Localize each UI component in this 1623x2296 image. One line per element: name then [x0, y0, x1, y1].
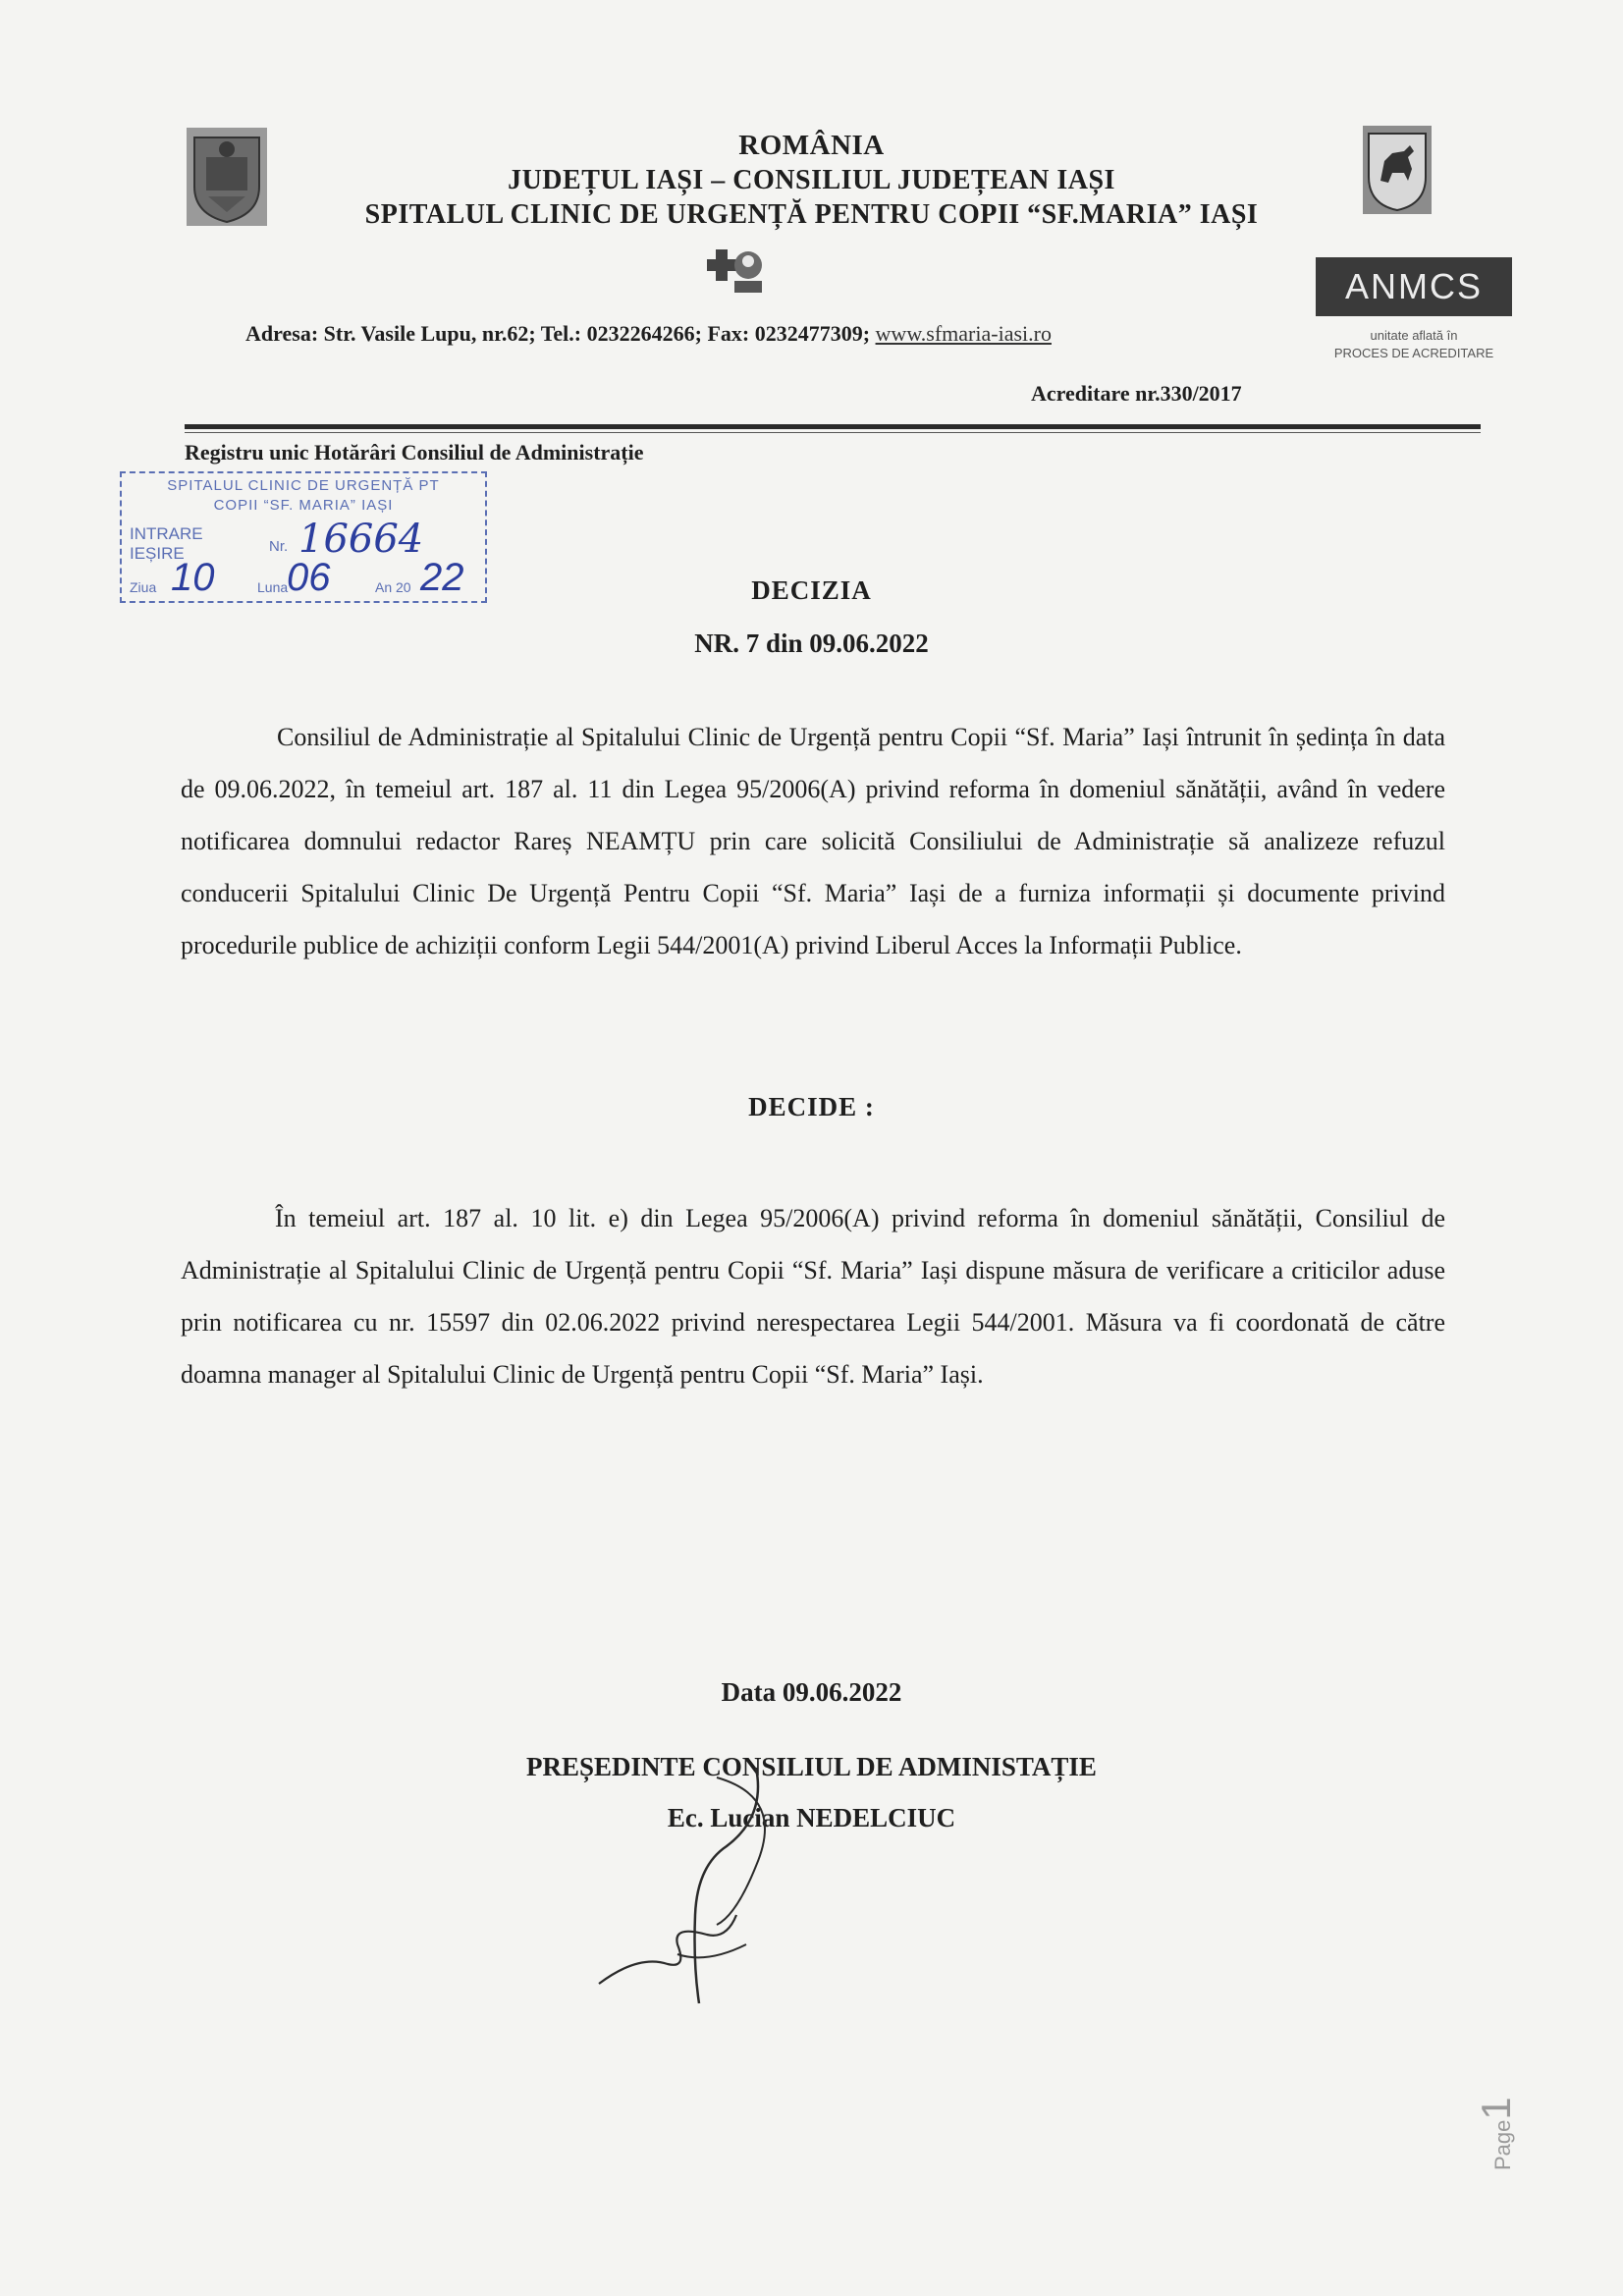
decide-heading: DECIDE : — [748, 1092, 875, 1121]
stamp-nr-label: Nr. — [269, 538, 289, 555]
signature-date: Data 09.06.2022 — [721, 1677, 902, 1707]
handwritten-signature — [579, 1758, 835, 2013]
stamp-intrare: INTRARE — [130, 524, 203, 543]
hospital-logo-icon — [705, 244, 768, 299]
decision-title: DECIZIA — [751, 575, 872, 605]
stamp-an-label: An 20 — [375, 579, 411, 595]
registry-title: Registru unic Hotărâri Consiliul de Administrație — [185, 440, 644, 465]
stamp-line2: COPII “SF. MARIA” IAȘI — [213, 497, 394, 514]
stamp-nr-value: 16664 — [298, 517, 424, 562]
signature-role: PREȘEDINTE CONSILIUL DE ADMINISTAȚIE — [526, 1752, 1097, 1781]
stamp-an-value: 22 — [420, 556, 464, 599]
page-number: 1 — [1473, 2097, 1519, 2120]
stamp-luna-label: Luna — [257, 579, 289, 595]
header-divider — [185, 424, 1481, 429]
anmcs-logo: ANMCS — [1316, 257, 1512, 316]
decision-number: NR. 7 din 09.06.2022 — [694, 629, 929, 658]
page-number-footer — [1473, 2062, 1532, 2170]
header-county-council: JUDEȚUL IAȘI – CONSILIUL JUDEȚEAN IAȘI — [508, 165, 1115, 195]
horse-shield-icon — [1363, 126, 1432, 214]
website-link[interactable]: www.sfmaria-iasi.ro — [875, 321, 1052, 346]
paragraph-preamble: Consiliul de Administrație al Spitalului Clinic de Urgență pentru Copii “Sf. Maria” Iași întrunit în ședința în data de 09.06.2022, în temeiul art. 187 al. 11 din Legea 95/2006(A) privind reforma în domeniul sănătății, având în vedere notificarea domnului redactor Rareș NEAMȚU prin care solicită Consiliului de Administrație să analizeze refuzul conducerii Spitalului Clinic De Urgență Pentru Copii “Sf. Maria” Iași de a furniza informații și documente privind procedurile publice de achiziții conform Legii 544/2001(A) privind Liberul Acces la Informații Publice. — [181, 723, 1445, 959]
paragraph-decision: În temeiul art. 187 al. 10 lit. e) din Legea 95/2006(A) privind reforma în domeniul sănătății, Consiliul de Administrație al Spitalului Clinic de Urgență pentru Copii “Sf. Maria” Iași dispune măsura de verificare a criticilor aduse prin notificarea cu nr. 15597 din 02.06.2022 privind nerespectarea Legii 544/2001. Măsura va fi coordonată de către doamna manager al Spitalului Clinic de Urgență pentru Copii “Sf. Maria” Iași. — [181, 1204, 1445, 1389]
header-divider-thin — [185, 432, 1481, 433]
header-hospital-name: SPITALUL CLINIC DE URGENȚĂ PENTRU COPII “SF.MARIA” IAȘI — [364, 199, 1259, 230]
header-country: ROMÂNIA — [738, 130, 885, 161]
stamp-luna-value: 06 — [287, 556, 331, 599]
anmcs-caption-line1: unitate aflată în — [1370, 328, 1458, 343]
anmcs-caption-line2: PROCES DE ACREDITARE — [1333, 346, 1494, 360]
page-label: Page — [1490, 2119, 1515, 2170]
stamp-ziua-label: Ziua — [130, 579, 157, 595]
stamp-line1: SPITALUL CLINIC DE URGENȚĂ PT — [167, 477, 440, 494]
signature-name: Ec. Lucian NEDELCIUC — [667, 1803, 956, 1832]
accreditation-number: Acreditare nr.330/2017 — [1031, 381, 1242, 406]
address-text: Adresa: Str. Vasile Lupu, nr.62; Tel.: 0232264266; Fax: 0232477309; — [245, 321, 871, 346]
header-address — [245, 321, 1052, 347]
stamp-iesire: IEȘIRE — [130, 544, 185, 563]
stamp-ziua-value: 10 — [171, 556, 215, 599]
